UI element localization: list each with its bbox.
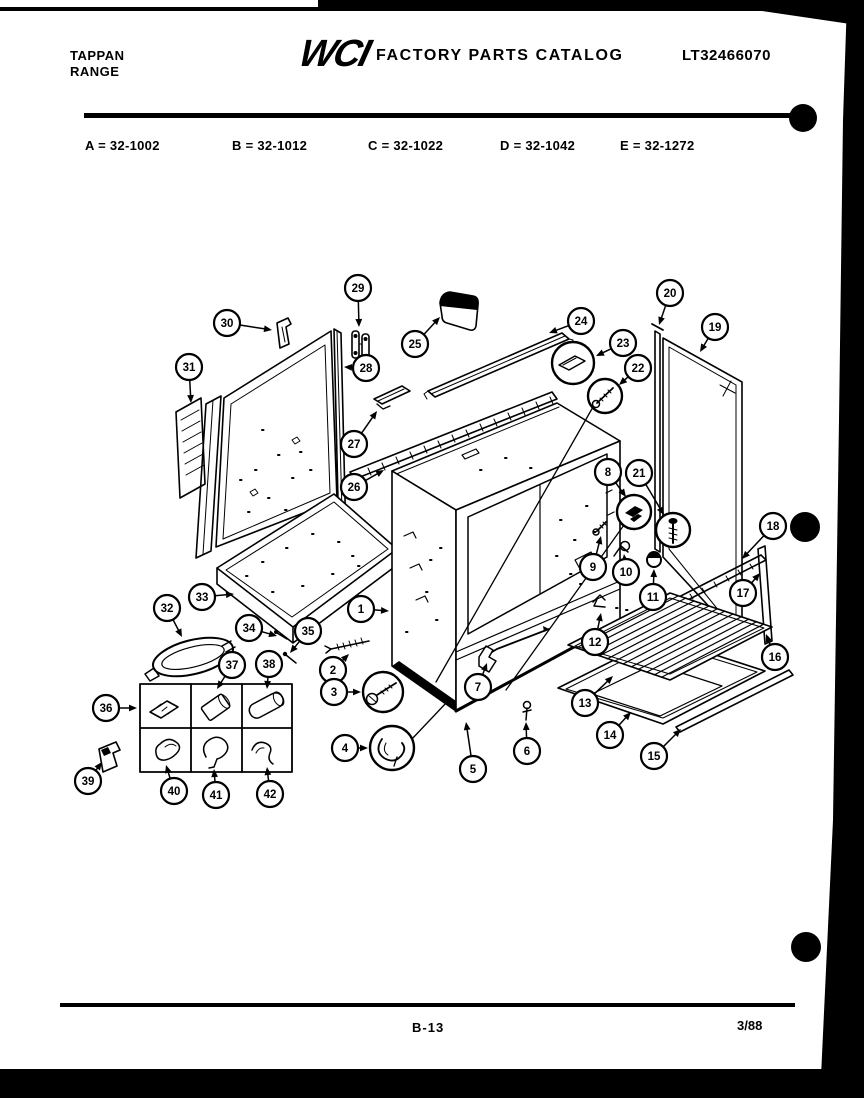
line-art	[286, 655, 296, 663]
callout-arrowhead	[381, 607, 389, 614]
callout-arrowhead	[217, 680, 224, 689]
callout-30	[214, 310, 272, 336]
callout-leader	[619, 718, 626, 725]
detail-circle-4	[370, 726, 414, 770]
footer-date: 3/88	[737, 1018, 763, 1033]
callout-leader	[190, 380, 191, 395]
callout-arrowhead	[523, 722, 530, 730]
callout-29	[345, 275, 371, 327]
callout-32	[154, 595, 182, 637]
callout-arrowhead	[549, 327, 558, 333]
callout-40	[161, 765, 187, 804]
callout-arrowhead	[370, 411, 377, 420]
top-trim-rail	[424, 333, 573, 399]
callout-arrowhead	[658, 316, 664, 325]
callout-number: 36	[99, 703, 113, 715]
brand-line1: TAPPAN	[70, 48, 125, 63]
callout-leader	[173, 620, 178, 630]
callout-leader	[704, 338, 708, 345]
cabinet-left-face	[392, 471, 456, 711]
callout-leader	[556, 326, 568, 331]
brand-line2: RANGE	[70, 64, 120, 79]
callout-number: 18	[766, 521, 780, 533]
callout-number: 6	[523, 746, 531, 758]
callout-arrowhead	[264, 325, 272, 332]
callout-number: 19	[708, 322, 722, 334]
parts-grid-box	[140, 684, 292, 772]
callout-number: 3	[330, 687, 338, 699]
callout-arrowhead	[360, 745, 368, 752]
callout-19	[700, 314, 728, 352]
callout-number: 31	[182, 362, 196, 374]
line-art	[165, 744, 176, 747]
callout-number: 40	[167, 786, 181, 798]
callout-leader	[215, 595, 226, 596]
callout-41	[203, 769, 229, 808]
scan-corner-blob	[742, 0, 864, 26]
cap-part	[440, 292, 478, 330]
model-codes	[0, 138, 864, 156]
model-code-a: A = 32-1002	[85, 138, 160, 153]
binder-hole	[790, 512, 820, 542]
callout-number: 41	[209, 790, 223, 802]
callout-number: 37	[225, 660, 239, 672]
line-art	[204, 737, 228, 768]
callout-number: 2	[329, 665, 337, 677]
callout-24	[549, 308, 594, 334]
model-code-d: D = 32-1042	[500, 138, 576, 153]
model-code-e: E = 32-1272	[620, 138, 695, 153]
callout-arrowhead	[464, 722, 471, 730]
callout-number: 11	[646, 592, 660, 604]
callout-number: 34	[242, 623, 256, 635]
callout-number: 7	[474, 682, 482, 694]
pin-clip-part	[523, 702, 531, 721]
corner-bracket-part	[99, 742, 120, 772]
callout-number: 10	[619, 567, 633, 579]
line-art	[354, 351, 358, 355]
callout-20	[657, 280, 683, 325]
binder-hole	[791, 932, 821, 962]
callout-number: 23	[616, 338, 630, 350]
scan-bottom-bar	[0, 1069, 864, 1098]
scan-right-band	[820, 0, 864, 1098]
line-art	[283, 652, 287, 656]
callout-leader	[295, 641, 300, 647]
callout-33	[189, 584, 234, 610]
callout-number: 17	[736, 588, 750, 600]
callout-number: 42	[263, 789, 277, 801]
callout-31	[176, 354, 202, 403]
callout-number: 21	[632, 468, 646, 480]
callout-28	[344, 355, 379, 381]
line-art	[160, 640, 227, 675]
callout-15	[641, 729, 681, 769]
line-art	[252, 742, 273, 764]
line-art	[282, 327, 285, 342]
line-art	[277, 318, 291, 348]
line-art	[256, 748, 264, 753]
callout-25	[402, 317, 440, 357]
callout-leader	[662, 305, 666, 317]
callout-leader	[663, 735, 675, 747]
small-bracket-part	[374, 386, 410, 409]
callout-arrowhead	[650, 569, 657, 577]
line-art	[377, 404, 390, 409]
line-art	[523, 708, 531, 720]
callout-number: 20	[663, 288, 677, 300]
line-art	[274, 630, 278, 634]
callout-number: 14	[603, 730, 617, 742]
callout-number: 33	[195, 592, 209, 604]
line-art	[201, 692, 232, 721]
line-art	[652, 324, 663, 330]
callout-14	[597, 712, 631, 748]
callout-6	[514, 722, 540, 764]
callout-arrowhead	[355, 319, 362, 327]
callout-number: 22	[631, 363, 645, 375]
line-art	[337, 638, 363, 650]
callout-number: 16	[768, 652, 782, 664]
callout-number: 4	[341, 743, 349, 755]
callout-number: 32	[160, 603, 174, 615]
callout-number: 28	[359, 363, 373, 375]
model-code-b: B = 32-1012	[232, 138, 308, 153]
line-art	[216, 692, 232, 710]
callout-number: 13	[578, 698, 592, 710]
callout-number: 27	[347, 439, 361, 451]
callout-5	[460, 722, 486, 782]
line-art	[364, 337, 368, 341]
callout-arrowhead	[353, 689, 361, 696]
catalog-title: FACTORY PARTS CATALOG	[376, 47, 624, 64]
callout-number: 29	[351, 283, 365, 295]
vent-panel-part	[176, 396, 221, 558]
callout-leader	[467, 730, 471, 756]
callout-1	[348, 596, 389, 622]
callout-leader	[261, 632, 269, 634]
binder-hole	[789, 104, 817, 132]
callout-leader	[747, 535, 764, 553]
callout-22	[619, 355, 651, 385]
line-art	[247, 690, 286, 720]
callout-arrowhead	[211, 769, 218, 777]
callout-number: 8	[604, 467, 612, 479]
callout-34	[236, 615, 277, 641]
callout-3	[321, 679, 361, 705]
callout-leader	[603, 349, 611, 353]
callout-number: 25	[408, 339, 422, 351]
corner-clip-part	[277, 318, 291, 348]
callout-number: 12	[588, 637, 602, 649]
callout-27	[341, 411, 377, 457]
callout-4	[332, 735, 368, 761]
line-art	[156, 704, 173, 714]
callout-36	[93, 695, 137, 721]
callout-number: 35	[301, 626, 315, 638]
callout-leader	[240, 325, 264, 329]
callout-18	[742, 513, 786, 559]
callout-arrowhead	[129, 705, 137, 712]
document-number: LT32466070	[682, 47, 771, 64]
header-rule	[84, 113, 792, 118]
page-number: B-13	[412, 1020, 445, 1035]
callout-leader	[424, 323, 435, 335]
callout-number: 1	[357, 604, 365, 616]
callout-39	[75, 762, 102, 794]
line-art	[99, 742, 120, 772]
wci-logo: WCI	[294, 33, 374, 75]
brand	[70, 48, 125, 80]
callout-number: 24	[574, 316, 588, 328]
callout-leader	[361, 418, 372, 434]
callout-11	[640, 569, 666, 610]
model-code-c: C = 32-1022	[368, 138, 444, 153]
callout-number: 39	[81, 776, 95, 788]
callout-42	[257, 767, 283, 807]
callout-number: 5	[469, 764, 477, 776]
line-art	[354, 334, 358, 338]
callout-arrowhead	[700, 343, 707, 352]
line-art	[156, 739, 180, 760]
callout-16	[762, 634, 788, 670]
callout-arrowhead	[344, 364, 352, 371]
footer-rule	[60, 1003, 795, 1007]
callout-number: 15	[647, 751, 661, 763]
callout-number: 30	[220, 318, 234, 330]
callout-number: 38	[262, 659, 276, 671]
callout-number: 26	[347, 482, 361, 494]
callout-23	[596, 330, 636, 356]
line-art	[431, 336, 565, 394]
detail-circle-23	[552, 342, 594, 384]
callout-number: 9	[589, 562, 597, 574]
